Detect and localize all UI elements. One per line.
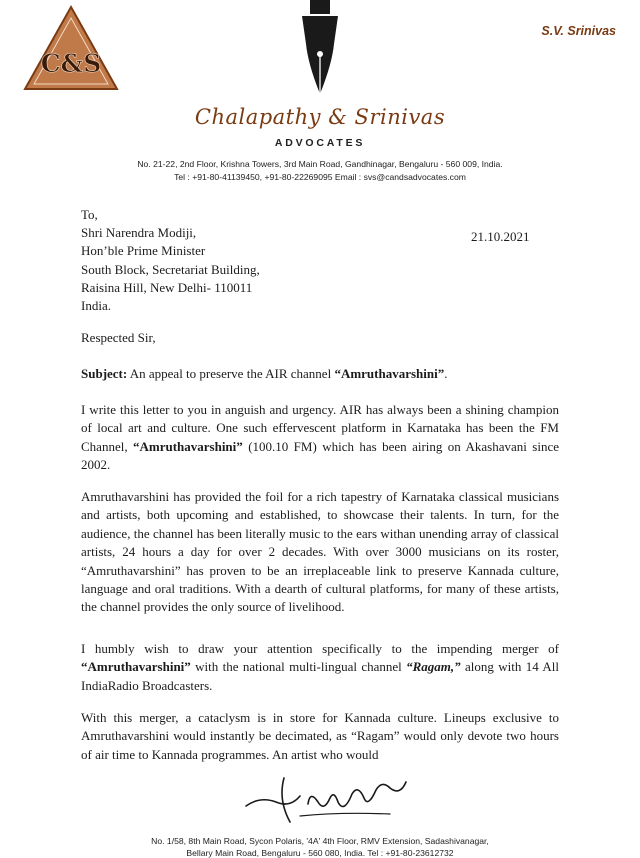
footer-contact: Bellary Main Road, Bengaluru - 560 080, India. Tel : +91-80-23612732 xyxy=(186,848,454,858)
recipient-line: To, xyxy=(81,207,98,222)
para-text: (100.10 FM) which has been airing on Akashavani since 2002. xyxy=(81,438,559,473)
subject-channel: “Amruthavarshini” xyxy=(334,366,445,381)
logo-text: C&S xyxy=(40,49,102,78)
paragraph-1 xyxy=(81,401,559,475)
pen-nib-icon xyxy=(288,0,352,102)
para-text: I humbly wish to draw your attention specifically to the impending merger of xyxy=(81,641,559,656)
salutation: Respected Sir, xyxy=(81,330,156,345)
paragraph-3 xyxy=(81,640,559,695)
partner-name: S.V. Srinivas xyxy=(541,24,616,38)
para-text: along with 14 All IndiaRadio Broadcasters. xyxy=(81,659,559,693)
letterhead-address: No. 21-22, 2nd Floor, Krishna Towers, 3rd Main Road, Gandhinagar, Bengaluru - 560 009, India. xyxy=(137,159,503,169)
signature xyxy=(240,772,415,828)
firm-subtitle: ADVOCATES xyxy=(274,137,366,149)
footer-address: No. 1/58, 8th Main Road, Sycon Polaris, '4A' 4th Floor, RMV Extension, Sadashivanagar, xyxy=(151,836,489,846)
subject-label: Subject: xyxy=(81,366,128,381)
paragraph-4: With this merger, a cataclysm is in store for Kannada culture. Lineups exclusive to Amruthavarshini would instantly be decimated, as “Ragam” would only devote two hours of air time to Kannada programmes. An artist who would xyxy=(81,710,559,762)
firm-logo xyxy=(22,4,120,92)
firm-name: Chalapathy & Srinivas xyxy=(194,105,446,129)
letterhead-contact: Tel : +91-80-41139450, +91-80-22269095 Email : svs@candsadvocates.com xyxy=(174,172,466,182)
recipient-line: India. xyxy=(81,298,111,314)
para-text: I write this letter to you in anguish and urgency. AIR has always been a shining champion of local art and culture. One such effervescent platform in Karnataka has been the FM Channel, xyxy=(81,402,559,454)
recipient-line: Raisina Hill, New Delhi- 110011 xyxy=(81,279,253,295)
para-bold: “Amruthavarshini” xyxy=(81,659,191,675)
subject-line xyxy=(81,366,447,382)
para-text: with the national multi-lingual channel xyxy=(190,659,407,675)
recipient-address xyxy=(81,206,260,315)
para-bold-italic: “Ragam,” xyxy=(406,659,461,675)
recipient-line: South Block, Secretariat Building, xyxy=(81,261,260,277)
letter-date: 21.10.2021 xyxy=(471,229,530,244)
recipient-line: Hon’ble Prime Minister xyxy=(81,243,206,259)
para-bold: “Amruthavarshini” xyxy=(132,438,243,454)
recipient-line: Shri Narendra Modiji, xyxy=(81,225,197,241)
paragraph-2: Amruthavarshini has provided the foil for a rich tapestry of Karnataka classical musicians and artists, both upcoming and established, to showcase their talents. In turn, for the audience, the channel has been literally music to the ears withan unending array of classical artists, 24 hours a day for over 2 decades. With over 3000 musicians on its roster, “Amruthavarshini” has proven to be an irreplaceable link to preserve Kannada culture, language and oral traditions. With a dearth of cultural platforms, for many of these artists, the channel provides the only source of livelihood. xyxy=(81,489,559,615)
subject-text: An appeal to preserve the AIR channel xyxy=(127,366,335,381)
subject-end: . xyxy=(444,366,448,381)
